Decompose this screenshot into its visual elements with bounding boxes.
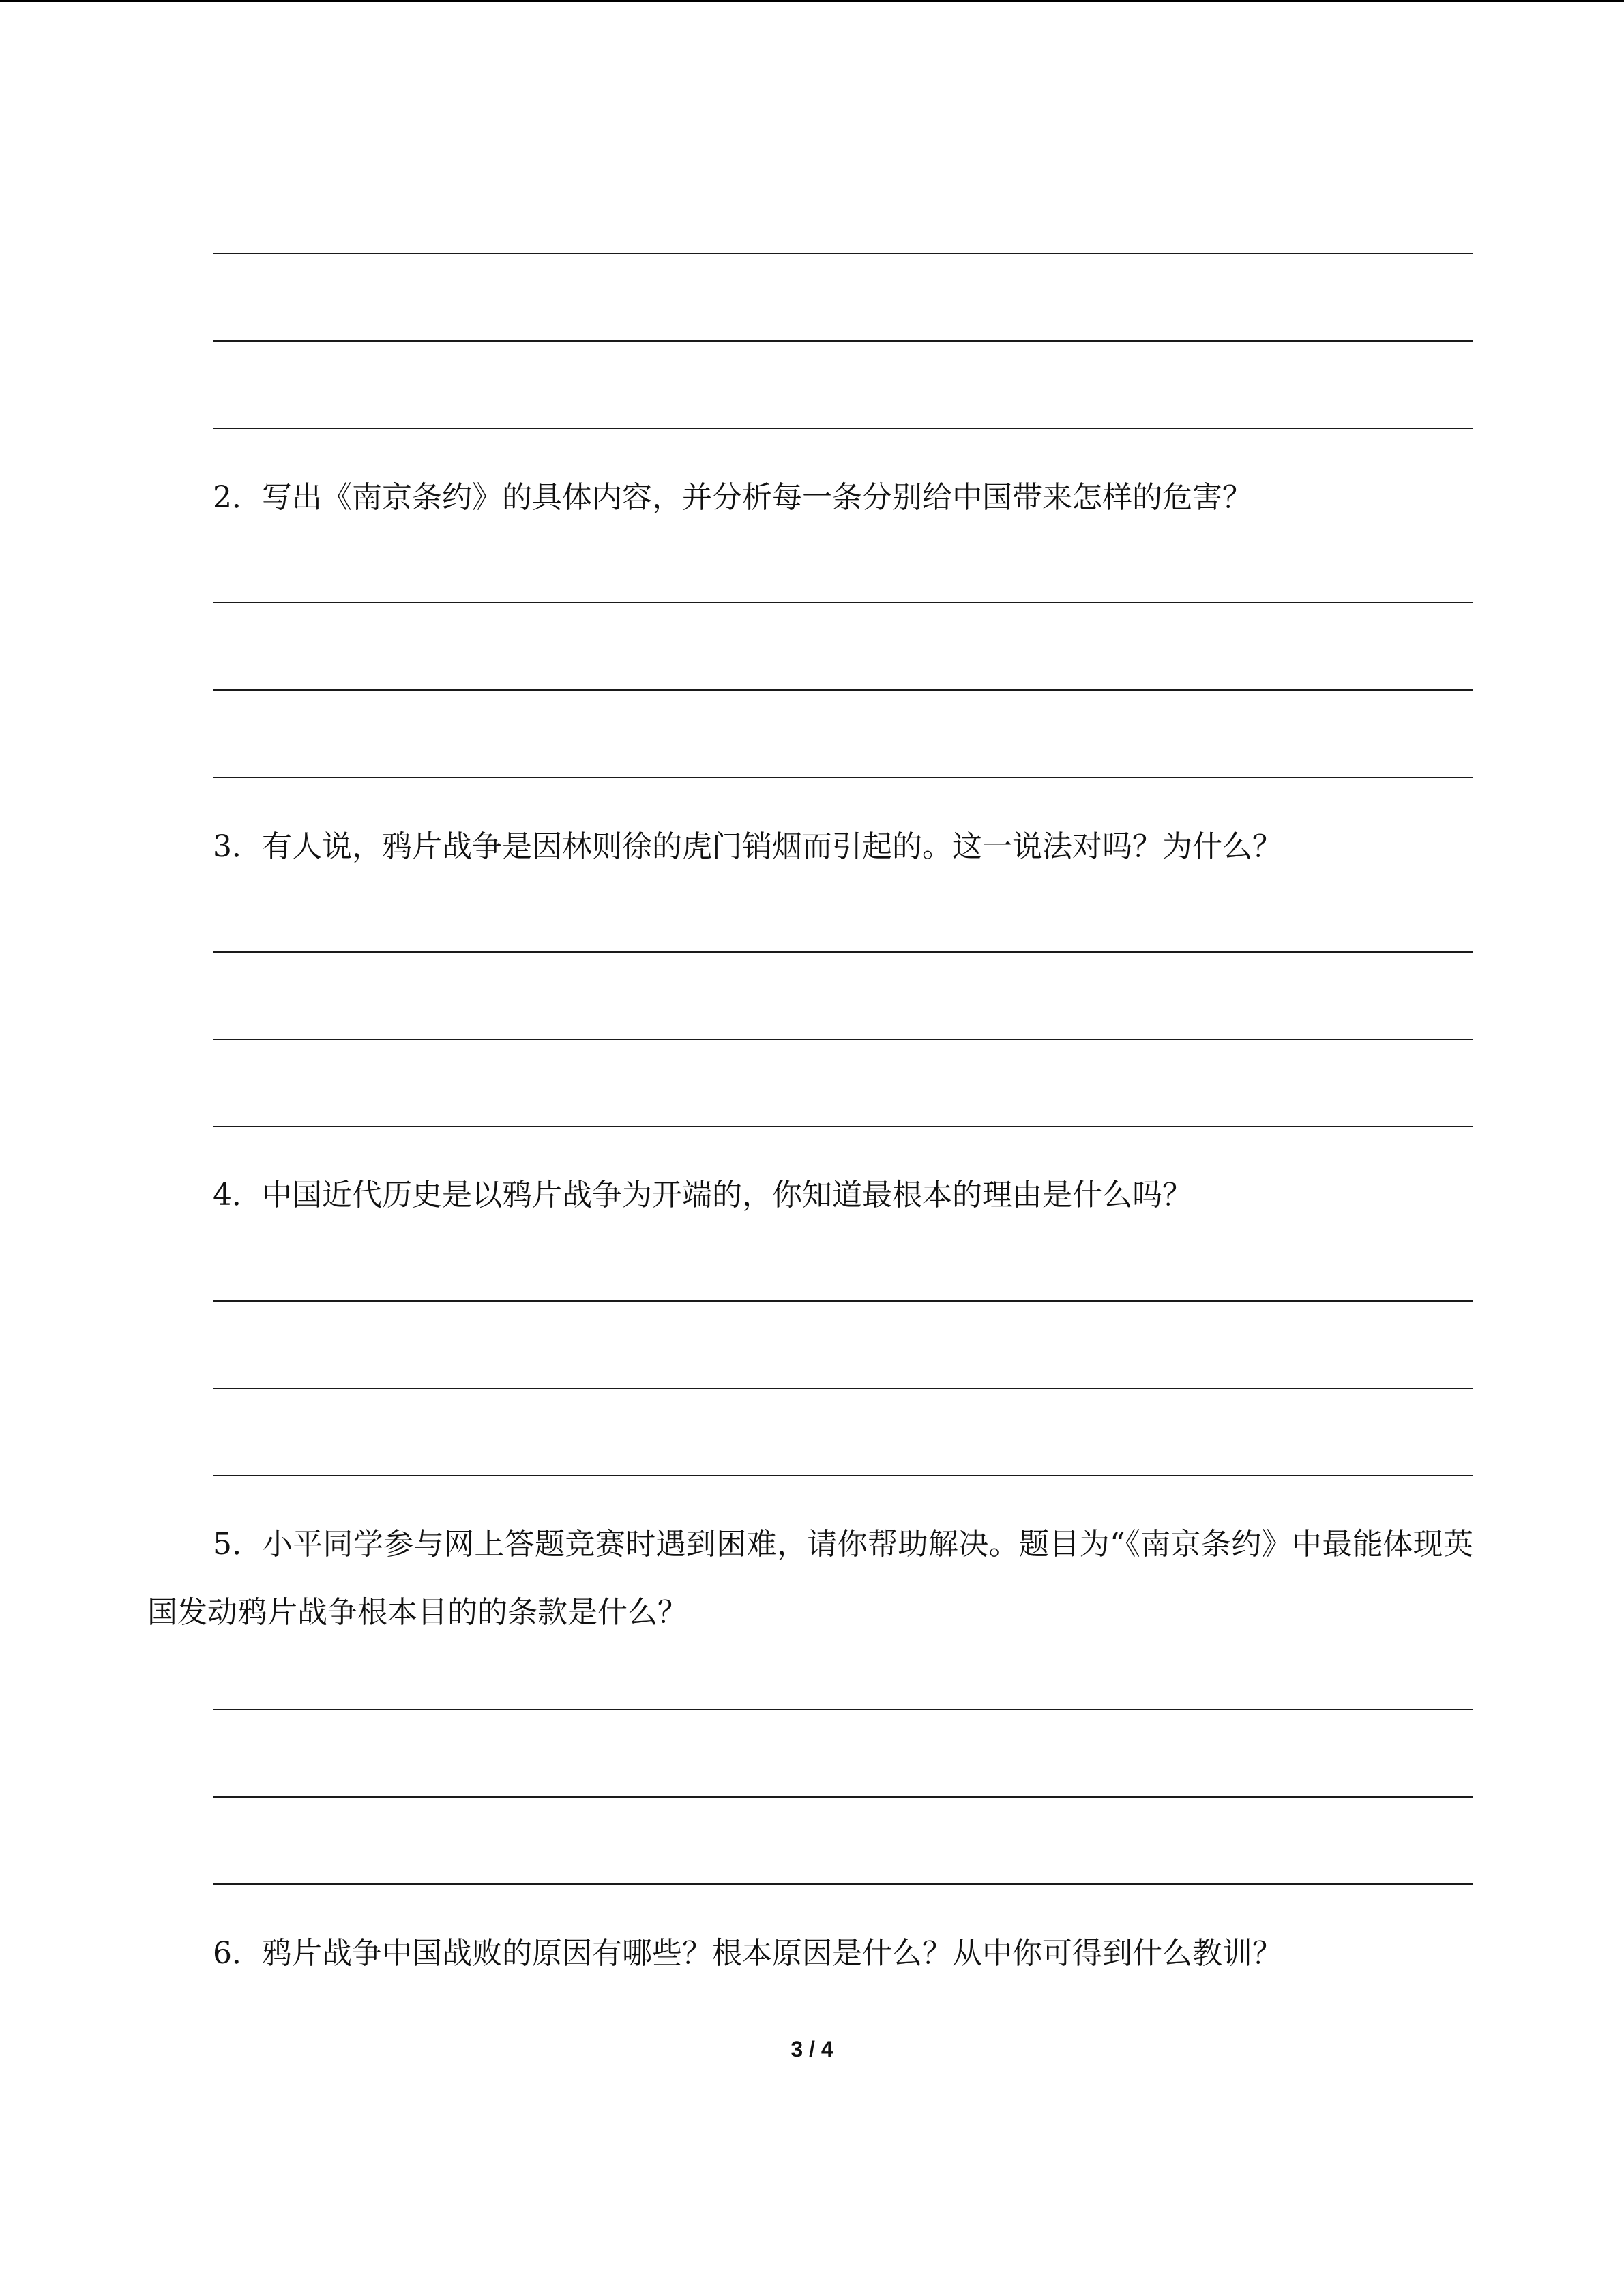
answer-line (213, 1039, 1473, 1040)
page-number: 3 / 4 (791, 2037, 833, 2061)
answer-line (213, 1796, 1473, 1798)
answer-line (213, 1883, 1473, 1885)
question-6: 6．鸦片战争中国战败的原因有哪些？根本原因是什么？从中你可得到什么教训？ (213, 1936, 1282, 1971)
answer-line (213, 1709, 1473, 1710)
answer-line (213, 602, 1473, 603)
answer-line (213, 689, 1473, 691)
question-3: 3．有人说，鸦片战争是因林则徐的虎门销烟而引起的。这一说法对吗？为什么？ (213, 829, 1282, 864)
top-border (0, 0, 1624, 2)
answer-line (213, 777, 1473, 778)
answer-line (213, 951, 1473, 953)
answer-line (213, 1126, 1473, 1127)
answer-line (213, 1388, 1473, 1389)
question-4: 4．中国近代历史是以鸦片战争为开端的，你知道最根本的理由是什么吗？ (213, 1178, 1192, 1212)
answer-line (213, 253, 1473, 254)
answer-line (213, 428, 1473, 429)
question-5: 5．小平同学参与网上答题竞赛时遇到困难，请你帮助解决。题目为“《南京条约》中最能体现英国发动鸦片战争根本目的的条款是什么？ (147, 1527, 1473, 1630)
question-2: 2．写出《南京条约》的具体内容，并分析每一条分别给中国带来怎样的危害？ (213, 480, 1252, 515)
answer-line (213, 340, 1473, 342)
answer-line (213, 1475, 1473, 1476)
answer-line (213, 1300, 1473, 1302)
